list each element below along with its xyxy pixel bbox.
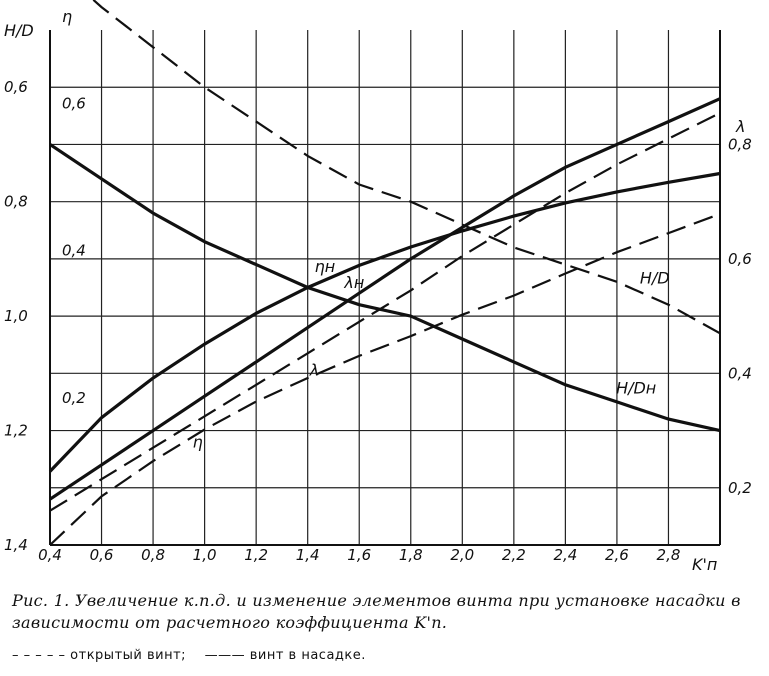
eta-tick-label: 0,4	[62, 241, 86, 260]
series-label: λ	[309, 360, 320, 380]
series-line-lambda-n	[50, 99, 720, 500]
x-tick-label: 0,6	[89, 546, 114, 564]
tick-labels	[4, 7, 752, 574]
hd-tick-label: 0,6	[4, 78, 28, 97]
eta-tick-label: 0,6	[62, 94, 86, 113]
axes	[50, 30, 720, 545]
x-tick-label: 1,0	[192, 546, 217, 564]
series-label: ηн	[314, 256, 336, 276]
axis-title-x: K'п	[692, 555, 718, 574]
hd-tick-label: 0,8	[4, 192, 28, 211]
lambda-tick-label: 0,4	[728, 364, 752, 383]
figure-caption: Рис. 1. Увеличение к.п.д. и изменение элементов винта при установке насадки в зависимости от расчетного коэффициента K'п.	[12, 591, 741, 632]
x-tick-label: 1,6	[347, 546, 372, 564]
x-tick-label: 0,8	[141, 546, 166, 564]
legend-dashed-label: открытый винт;	[70, 648, 187, 663]
legend-solid-marker: ———	[204, 648, 246, 663]
grid	[50, 30, 720, 545]
hd-tick-label: 1,2	[4, 421, 28, 440]
lambda-tick-label: 0,6	[728, 249, 752, 268]
axis-title-lambda: λ	[736, 117, 746, 136]
x-tick-label: 2,4	[553, 546, 578, 564]
x-tick-label: 2,2	[501, 546, 526, 564]
series-line-eta-n	[50, 174, 720, 472]
x-tick-label: 2,8	[656, 546, 681, 564]
x-tick-label: 1,4	[295, 546, 320, 564]
legend	[12, 648, 757, 663]
x-tick-label: 2,6	[604, 546, 629, 564]
series-label: η	[192, 432, 203, 452]
axis-title-hd: H/D	[4, 21, 34, 40]
x-tick-label: 1,2	[244, 546, 269, 564]
series-labels	[193, 257, 670, 452]
legend-solid-label: винт в насадке.	[249, 648, 366, 663]
lambda-tick-label: 0,8	[728, 135, 752, 154]
x-tick-label: 0,4	[38, 546, 62, 564]
hd-tick-label: 1,0	[4, 307, 28, 326]
x-tick-label: 1,8	[398, 546, 423, 564]
series-line-hd	[50, 0, 720, 333]
x-tick-label: 2,0	[450, 546, 475, 564]
series-label: λн	[344, 272, 365, 292]
legend-dashed-marker: – – – – –	[12, 648, 66, 663]
eta-tick-label: 0,2	[62, 388, 86, 407]
series-group	[50, 0, 720, 545]
series-label: H/D	[639, 268, 670, 288]
axis-title-eta: η	[62, 7, 73, 26]
lambda-tick-label: 0,2	[728, 478, 752, 497]
hd-tick-label: 1,4	[4, 536, 28, 554]
series-label: H/Dн	[616, 378, 657, 398]
